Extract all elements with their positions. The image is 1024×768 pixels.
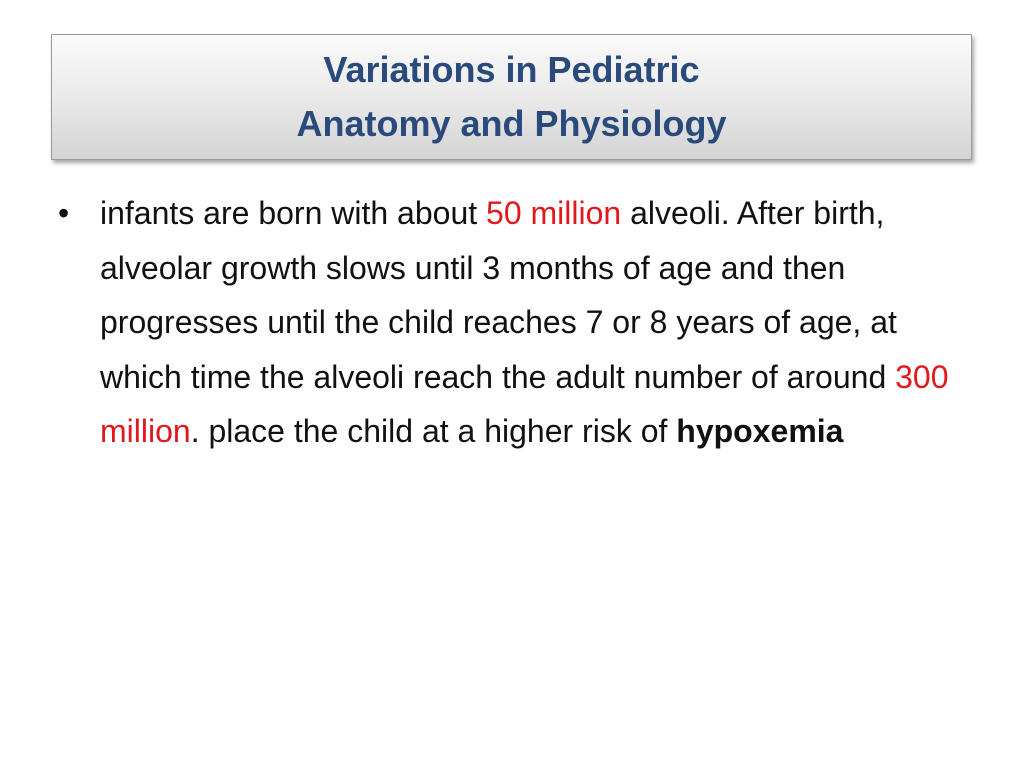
body-text-segment: . place the child at a higher risk of	[190, 413, 677, 449]
title-line-2: Anatomy and Physiology	[296, 103, 727, 144]
body-text-segment: infants are born with about	[100, 195, 487, 231]
bullet-icon: •	[58, 195, 70, 231]
title-box	[51, 34, 972, 160]
content-bullet-list	[54, 186, 964, 459]
bullet-item	[54, 186, 964, 459]
title-line-1: Variations in Pediatric	[323, 49, 700, 90]
highlight-300-million: 300 million	[100, 358, 949, 449]
body-text-segment: alveoli. After birth, alveolar growth slows until 3 months of age and then progresses until the child reaches 7 or 8 years of age, at which time the alveoli reach the adult number of around	[100, 195, 897, 395]
highlight-50-million: 50 million	[486, 195, 622, 231]
bold-term-hypoxemia: hypoxemia	[676, 413, 844, 449]
